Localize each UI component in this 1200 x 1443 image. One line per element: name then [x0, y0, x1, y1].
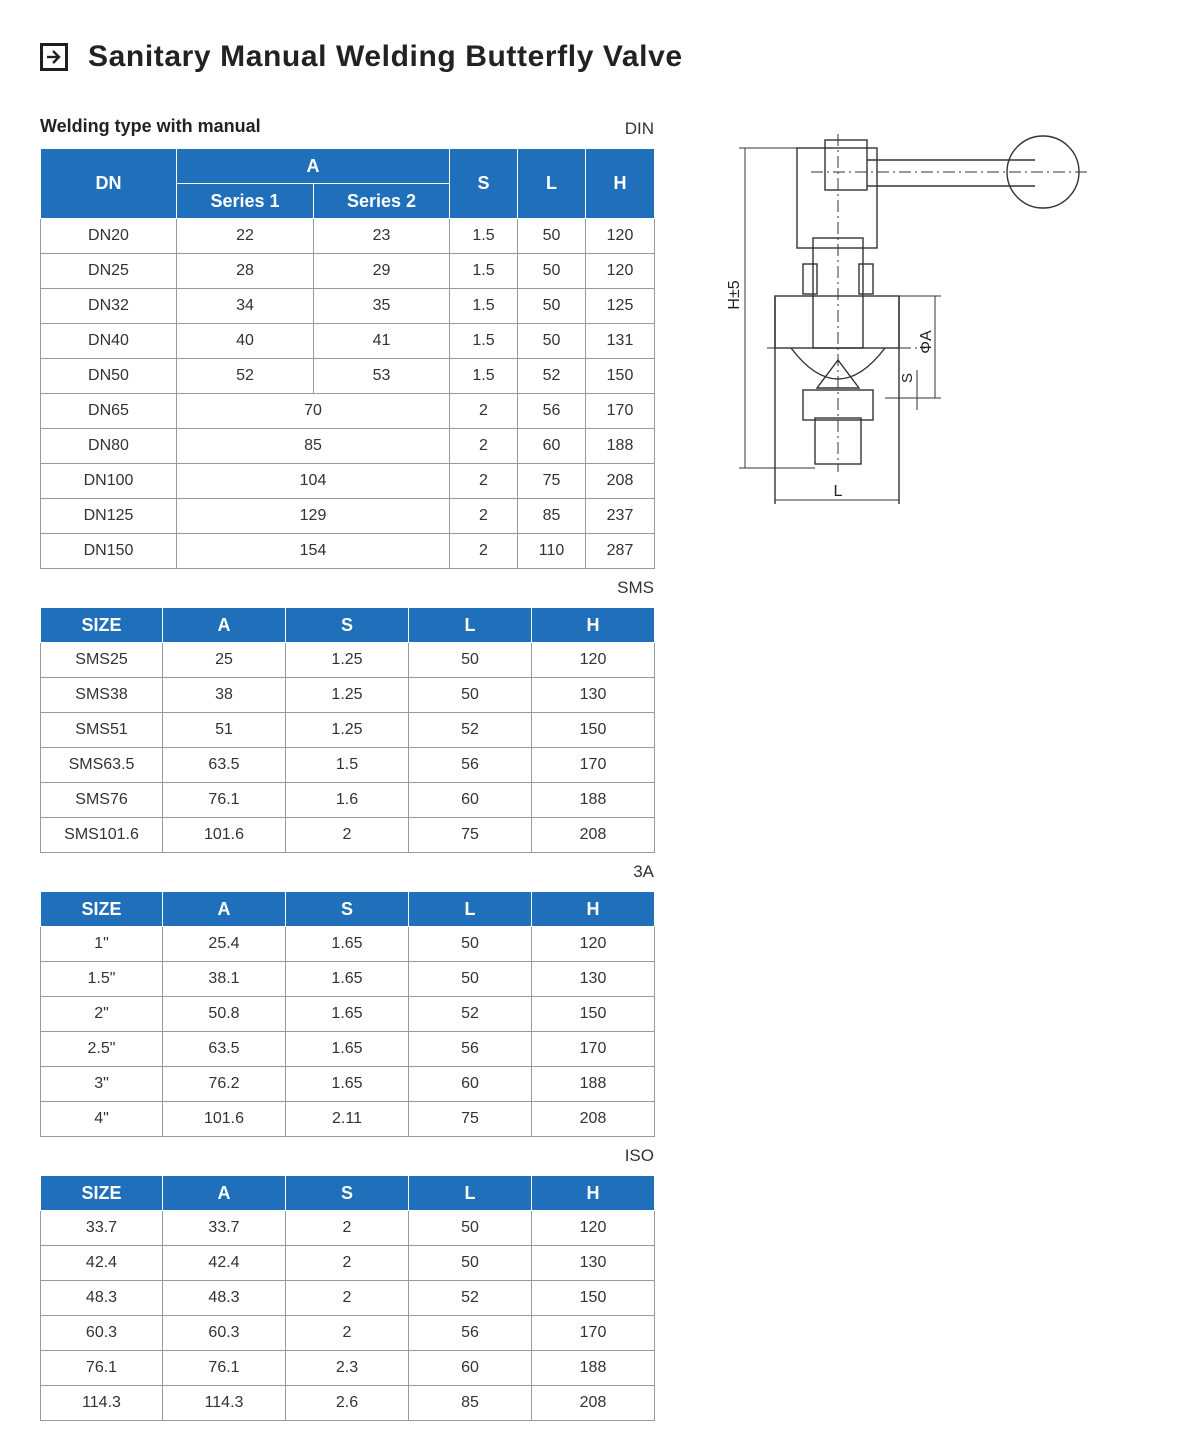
- cell-a: 76.1: [163, 783, 286, 818]
- cell-dn: DN65: [41, 394, 177, 429]
- header-h: H: [532, 1176, 655, 1211]
- cell-l: 60: [409, 783, 532, 818]
- cell-a-series1: 22: [177, 219, 314, 254]
- cell-l: 52: [409, 713, 532, 748]
- cell-h: 170: [532, 1316, 655, 1351]
- table-row: [41, 1386, 655, 1421]
- cell-h: 170: [586, 394, 655, 429]
- header-a: A: [163, 608, 286, 643]
- arrow-right-icon: [45, 48, 63, 66]
- cell-dn: DN20: [41, 219, 177, 254]
- header-row: [41, 608, 655, 643]
- table-row: [41, 783, 655, 818]
- header-size: SIZE: [41, 608, 163, 643]
- cell-l: 56: [409, 1032, 532, 1067]
- cell-h: 120: [532, 927, 655, 962]
- cell-l: 52: [409, 1281, 532, 1316]
- table-row: [41, 1067, 655, 1102]
- cell-a-series2: 41: [314, 324, 450, 359]
- din-label: DIN: [624, 119, 654, 138]
- cell-a: 60.3: [163, 1316, 286, 1351]
- cell-l: 50: [409, 962, 532, 997]
- cell-s: 1.25: [286, 713, 409, 748]
- header-s: S: [286, 608, 409, 643]
- cell-a: 85: [177, 429, 450, 464]
- header-s: S: [286, 892, 409, 927]
- header-series-1: Series 1: [177, 184, 314, 219]
- cell-a: 63.5: [163, 1032, 286, 1067]
- cell-a: 101.6: [163, 818, 286, 853]
- cell-dn: DN125: [41, 499, 177, 534]
- cell-a: 38.1: [163, 962, 286, 997]
- cell-l: 56: [518, 394, 586, 429]
- cell-s: 1.25: [286, 678, 409, 713]
- table-row: [41, 1316, 655, 1351]
- cell-l: 85: [518, 499, 586, 534]
- cell-l: 50: [409, 1246, 532, 1281]
- cell-l: 50: [518, 254, 586, 289]
- cell-a-series2: 29: [314, 254, 450, 289]
- cell-size: 42.4: [41, 1246, 163, 1281]
- cell-l: 50: [518, 289, 586, 324]
- cell-s: 2.6: [286, 1386, 409, 1421]
- cell-size: 1": [41, 927, 163, 962]
- cell-s: 2: [286, 818, 409, 853]
- cell-size: 76.1: [41, 1351, 163, 1386]
- cell-size: 48.3: [41, 1281, 163, 1316]
- arrow-box-icon: [40, 43, 68, 71]
- cell-s: 2: [450, 499, 518, 534]
- cell-size: 114.3: [41, 1386, 163, 1421]
- din-table: [40, 148, 655, 569]
- cell-s: 1.5: [450, 254, 518, 289]
- cell-h: 150: [532, 713, 655, 748]
- cell-h: 131: [586, 324, 655, 359]
- cell-l: 75: [409, 1102, 532, 1137]
- table-row: [41, 534, 655, 569]
- dim-a-label: ΦA: [918, 330, 935, 354]
- cell-l: 52: [409, 997, 532, 1032]
- cell-s: 1.5: [450, 324, 518, 359]
- cell-h: 150: [532, 1281, 655, 1316]
- table-row: [41, 1211, 655, 1246]
- cell-size: 2": [41, 997, 163, 1032]
- cell-size: SMS38: [41, 678, 163, 713]
- table-row: [41, 429, 655, 464]
- cell-s: 1.6: [286, 783, 409, 818]
- table-row: [41, 927, 655, 962]
- cell-dn: DN32: [41, 289, 177, 324]
- cell-h: 208: [532, 1102, 655, 1137]
- cell-s: 2: [286, 1281, 409, 1316]
- cell-size: SMS51: [41, 713, 163, 748]
- cell-l: 60: [409, 1351, 532, 1386]
- header-l: L: [409, 608, 532, 643]
- cell-a-series1: 28: [177, 254, 314, 289]
- 3a-table: [40, 891, 655, 1137]
- table-row: [41, 962, 655, 997]
- cell-size: SMS76: [41, 783, 163, 818]
- table-row: [41, 394, 655, 429]
- cell-h: 237: [586, 499, 655, 534]
- cell-l: 50: [409, 927, 532, 962]
- handle-housing: [797, 148, 877, 248]
- cell-h: 170: [532, 1032, 655, 1067]
- header-row: [41, 1176, 655, 1211]
- table-row: [41, 464, 655, 499]
- cell-size: 2.5": [41, 1032, 163, 1067]
- cell-h: 130: [532, 962, 655, 997]
- cell-l: 110: [518, 534, 586, 569]
- bolt-right: [859, 264, 873, 294]
- cell-size: 1.5": [41, 962, 163, 997]
- table-row: [41, 713, 655, 748]
- cell-s: 1.5: [450, 289, 518, 324]
- cell-h: 188: [532, 783, 655, 818]
- cell-a: 50.8: [163, 997, 286, 1032]
- table-row: [41, 1351, 655, 1386]
- cell-h: 208: [532, 818, 655, 853]
- page-header: [40, 40, 683, 74]
- cell-a-series1: 34: [177, 289, 314, 324]
- cell-l: 52: [518, 359, 586, 394]
- cell-l: 50: [518, 219, 586, 254]
- cell-a: 25: [163, 643, 286, 678]
- cell-a: 154: [177, 534, 450, 569]
- dim-s-label: S: [899, 372, 916, 384]
- cell-l: 50: [518, 324, 586, 359]
- cell-h: 125: [586, 289, 655, 324]
- cell-a: 129: [177, 499, 450, 534]
- cell-s: 1.65: [286, 927, 409, 962]
- cell-a: 76.2: [163, 1067, 286, 1102]
- cell-size: SMS63.5: [41, 748, 163, 783]
- table-row: [41, 359, 655, 394]
- cell-h: 120: [586, 254, 655, 289]
- table-row: [41, 1246, 655, 1281]
- cell-dn: DN80: [41, 429, 177, 464]
- 3a-label: 3A: [633, 862, 654, 881]
- cell-s: 2: [450, 534, 518, 569]
- header-size: SIZE: [41, 892, 163, 927]
- table-row: [41, 254, 655, 289]
- cell-l: 50: [409, 643, 532, 678]
- cell-a: 114.3: [163, 1386, 286, 1421]
- cell-h: 150: [586, 359, 655, 394]
- cell-h: 150: [532, 997, 655, 1032]
- cell-dn: DN100: [41, 464, 177, 499]
- cell-s: 2: [286, 1316, 409, 1351]
- cell-s: 1.65: [286, 1032, 409, 1067]
- table-row: [41, 1032, 655, 1067]
- cell-a: 25.4: [163, 927, 286, 962]
- cell-dn: DN40: [41, 324, 177, 359]
- sms-table: [40, 607, 655, 853]
- cell-a: 48.3: [163, 1281, 286, 1316]
- cell-l: 56: [409, 748, 532, 783]
- cell-l: 75: [518, 464, 586, 499]
- cell-a: 33.7: [163, 1211, 286, 1246]
- table-row: [41, 997, 655, 1032]
- valve-drawing: [725, 120, 1105, 520]
- cell-s: 2.3: [286, 1351, 409, 1386]
- cell-h: 170: [532, 748, 655, 783]
- cell-size: 33.7: [41, 1211, 163, 1246]
- cell-h: 208: [586, 464, 655, 499]
- header-a: A: [163, 892, 286, 927]
- dim-l-label: L: [833, 483, 843, 500]
- cell-h: 120: [532, 643, 655, 678]
- header-s: S: [286, 1176, 409, 1211]
- iso-table: [40, 1175, 655, 1421]
- cell-a-series2: 35: [314, 289, 450, 324]
- cell-a: 104: [177, 464, 450, 499]
- table-row: [41, 1281, 655, 1316]
- header-dn: DN: [41, 149, 177, 219]
- cell-s: 1.5: [450, 219, 518, 254]
- header-h: H: [586, 149, 655, 219]
- table-row: [41, 748, 655, 783]
- header-l: L: [409, 1176, 532, 1211]
- cell-s: 2: [450, 464, 518, 499]
- table-row: [41, 324, 655, 359]
- cell-l: 60: [409, 1067, 532, 1102]
- dim-h-label: H±5: [726, 280, 743, 310]
- cell-s: 2: [286, 1246, 409, 1281]
- cell-s: 1.65: [286, 1067, 409, 1102]
- cell-l: 50: [409, 678, 532, 713]
- header-l: L: [409, 892, 532, 927]
- valve-body-upper: [775, 296, 899, 348]
- cell-a: 42.4: [163, 1246, 286, 1281]
- bolt-left: [803, 264, 817, 294]
- table-row: [41, 1102, 655, 1137]
- cell-l: 50: [409, 1211, 532, 1246]
- cell-h: 130: [532, 678, 655, 713]
- table-row: [41, 289, 655, 324]
- table-row: [41, 499, 655, 534]
- cell-size: 3": [41, 1067, 163, 1102]
- cell-a: 51: [163, 713, 286, 748]
- header-h: H: [532, 892, 655, 927]
- page-title: Sanitary Manual Welding Butterfly Valve: [88, 40, 683, 73]
- table-row: [41, 678, 655, 713]
- cell-h: 208: [532, 1386, 655, 1421]
- header-a: A: [163, 1176, 286, 1211]
- cell-l: 60: [518, 429, 586, 464]
- cell-l: 75: [409, 818, 532, 853]
- header-l: L: [518, 149, 586, 219]
- cell-s: 1.65: [286, 962, 409, 997]
- cell-size: 60.3: [41, 1316, 163, 1351]
- cell-s: 1.25: [286, 643, 409, 678]
- cell-size: SMS25: [41, 643, 163, 678]
- cell-a: 63.5: [163, 748, 286, 783]
- cell-a: 70: [177, 394, 450, 429]
- cell-s: 1.5: [286, 748, 409, 783]
- cell-s: 1.65: [286, 997, 409, 1032]
- cell-a: 76.1: [163, 1351, 286, 1386]
- cell-dn: DN50: [41, 359, 177, 394]
- cell-s: 2: [450, 394, 518, 429]
- cell-a-series1: 52: [177, 359, 314, 394]
- cell-a-series2: 53: [314, 359, 450, 394]
- header-h: H: [532, 608, 655, 643]
- table-row: [41, 643, 655, 678]
- sms-label: SMS: [617, 578, 654, 597]
- cell-size: SMS101.6: [41, 818, 163, 853]
- cell-l: 85: [409, 1386, 532, 1421]
- cell-s: 1.5: [450, 359, 518, 394]
- cell-h: 188: [586, 429, 655, 464]
- cell-a: 101.6: [163, 1102, 286, 1137]
- cell-dn: DN25: [41, 254, 177, 289]
- cell-h: 188: [532, 1067, 655, 1102]
- header-size: SIZE: [41, 1176, 163, 1211]
- cell-l: 56: [409, 1316, 532, 1351]
- iso-label: ISO: [624, 1146, 654, 1165]
- cell-h: 188: [532, 1351, 655, 1386]
- table-row: [41, 818, 655, 853]
- header-s: S: [450, 149, 518, 219]
- header-series-2: Series 2: [314, 184, 450, 219]
- header-row: [41, 892, 655, 927]
- cell-a-series1: 40: [177, 324, 314, 359]
- cell-h: 120: [532, 1211, 655, 1246]
- cell-s: 2: [450, 429, 518, 464]
- cell-h: 120: [586, 219, 655, 254]
- section-subtitle: Welding type with manual: [40, 116, 261, 136]
- header-a: A: [177, 149, 450, 184]
- table-row: [41, 219, 655, 254]
- cell-h: 130: [532, 1246, 655, 1281]
- cell-h: 287: [586, 534, 655, 569]
- cell-dn: DN150: [41, 534, 177, 569]
- cell-s: 2: [286, 1211, 409, 1246]
- cell-size: 4": [41, 1102, 163, 1137]
- cell-a-series2: 23: [314, 219, 450, 254]
- cell-s: 2.11: [286, 1102, 409, 1137]
- cell-a: 38: [163, 678, 286, 713]
